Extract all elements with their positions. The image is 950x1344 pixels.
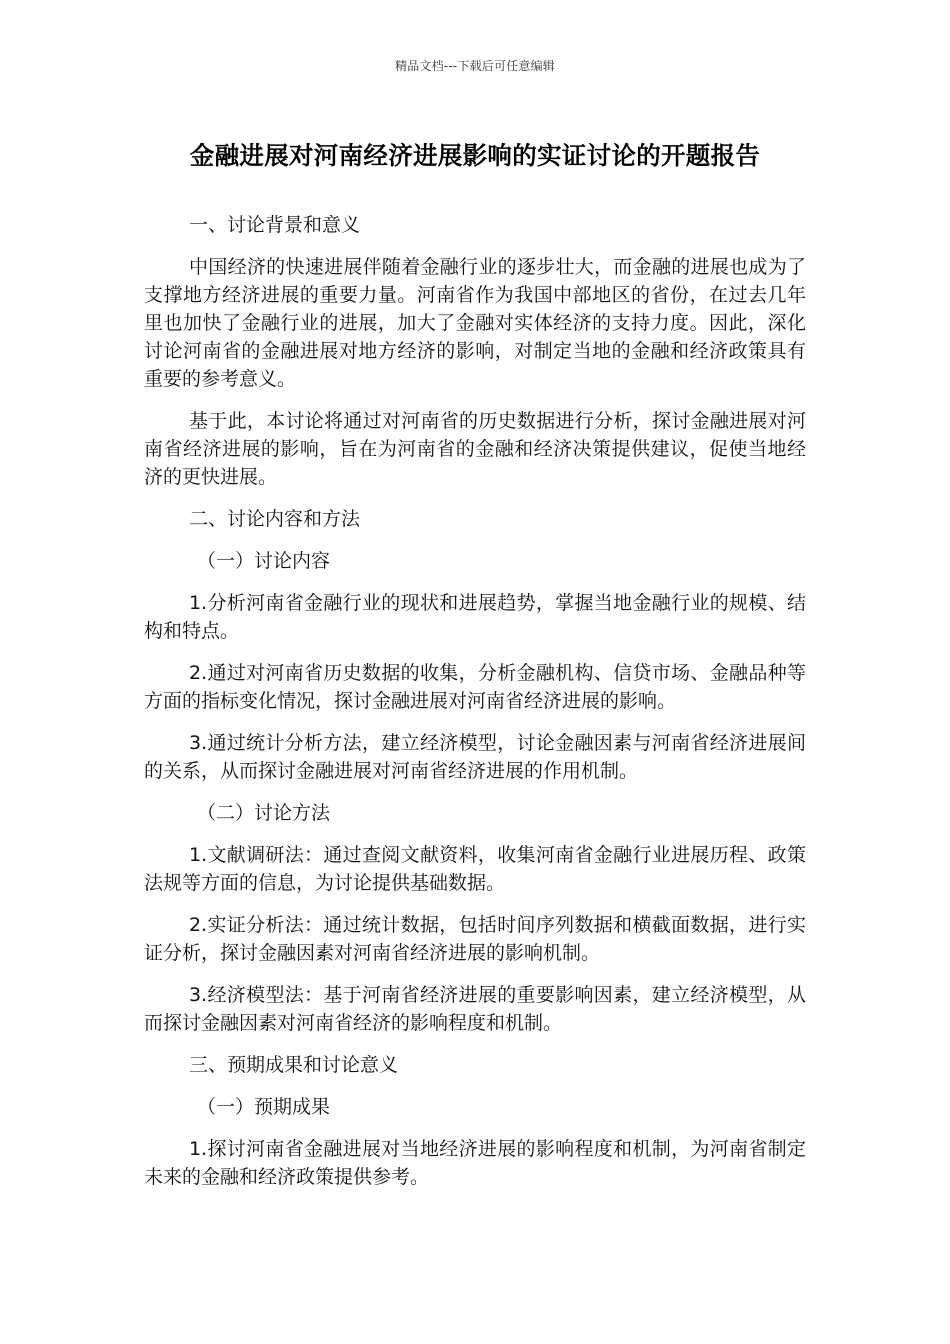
list-item-method-2: 2.实证分析法：通过统计数据，包括时间序列数据和横截面数据，进行实证分析，探讨金融因素对河南省经济进展的影响机制。 [144,914,806,964]
section-heading-expected-results: 三、预期成果和讨论意义 [189,1054,399,1076]
paragraph-background-2: 基于此，本讨论将通过对河南省的历史数据进行分析，探讨金融进展对河南省经济进展的影响，旨在为河南省的金融和经济决策提供建议，促使当地经济的更快进展。 [144,410,806,488]
page-header-watermark: 精品文档---下载后可任意编辑 [395,59,555,73]
list-item-content-2: 2.通过对河南省历史数据的收集，分析金融机构、信贷市场、金融品种等方面的指标变化情况，探讨金融进展对河南省经济进展的影响。 [144,662,806,712]
section-heading-background: 一、讨论背景和意义 [189,214,361,236]
list-item-method-3: 3.经济模型法：基于河南省经济进展的重要影响因素，建立经济模型，从而探讨金融因素对河南省经济的影响程度和机制。 [144,984,806,1034]
list-item-expected-1: 1.探讨河南省金融进展对当地经济进展的影响程度和机制，为河南省制定未来的金融和经济政策提供参考。 [144,1138,806,1188]
subsection-heading-expected-results: （一）预期成果 [197,1096,331,1118]
list-item-content-1: 1.分析河南省金融行业的现状和进展趋势，掌握当地金融行业的规模、结构和特点。 [144,592,806,642]
list-item-content-3: 3.通过统计分析方法，建立经济模型，讨论金融因素与河南省经济进展间的关系，从而探讨金融进展对河南省经济进展的作用机制。 [144,732,806,782]
subsection-heading-method: （二）讨论方法 [197,802,331,824]
paragraph-background-1: 中国经济的快速进展伴随着金融行业的逐步壮大，而金融的进展也成为了支撑地方经济进展的重要力量。河南省作为我国中部地区的省份，在过去几年里也加快了金融行业的进展，加大了金融对实体经济的支持力度。因此，深化讨论河南省的金融进展对地方经济的影响，对制定当地的金融和经济政策具有重要的参考意义。 [144,256,806,390]
subsection-heading-content: （一）讨论内容 [197,550,331,572]
section-heading-content-method: 二、讨论内容和方法 [189,508,361,530]
list-item-method-1: 1.文献调研法：通过查阅文献资料，收集河南省金融行业进展历程、政策法规等方面的信息，为讨论提供基础数据。 [144,844,806,894]
document-body [144,211,806,1205]
document-title: 金融进展对河南经济进展影响的实证讨论的开题报告 [189,141,761,170]
